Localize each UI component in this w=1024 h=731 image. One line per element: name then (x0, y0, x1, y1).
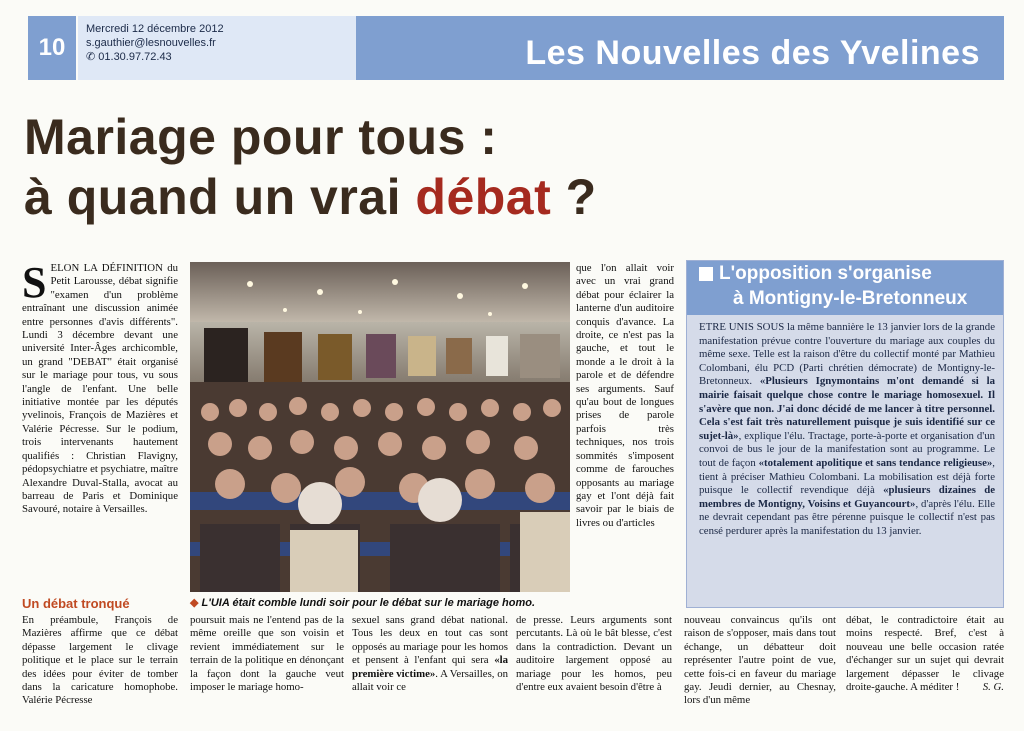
article-column-4 (352, 614, 508, 724)
bcol2-quote: «la première victime» (352, 654, 508, 680)
bcol2-text-a: sexuel sans grand débat national. Tous les deux en tout cas sont opposés au mariage pour les homos et pensent à l'enfant qui sera (352, 614, 508, 667)
sidebar-title-line-1: L'opposition s'organise (719, 263, 932, 284)
page-number: 10 (28, 16, 76, 80)
caption-text: L'UIA était comble lundi soir pour le débat sur le mariage homo. (201, 597, 536, 609)
header-date: Mercredi 12 décembre 2012 (86, 23, 224, 35)
sidebar-quote-2: «totalement apolitique et sans tendance religieuse» (758, 456, 993, 469)
sidebar-square-icon (699, 267, 713, 281)
article-lead-column (22, 262, 178, 584)
headline-accent-word: débat (415, 169, 552, 225)
sidebar-header (687, 261, 1003, 315)
header-band (356, 16, 1004, 80)
sidebar-quote-1: «Plusieurs Ignymontains m'ont demandé si la mairie faisait quelque chose contre le mariage homosexuel. Il s'avère que non. J'ai donc décidé de me lancer à titre personnel. Cela s'est fait très naturellement puisque je suis identifié sur ce sujet-là» (699, 375, 995, 442)
headline-line-2-start: à quand un vrai (24, 169, 416, 225)
sidebar-p1: ETRE UNIS SOUS la même bannière le 13 janvier lors de la grande manifestation prévue contre l'ouverture du mariage aux couples du même sexe. Telle est la raison d'être du collectif monté par Mathieu Colombani, élu PCD (Parti chrétien démocrate) de Montigny-le-Bretonneux. (699, 321, 995, 388)
bcol5-text: débat, le contradictoire était au moins respecté. Bref, c'est à nouveau une belle occasion ratée d'échanger sur un sujet qui devrait largement dépasser le clivage droite-gauche. A méditer ! (846, 614, 1004, 694)
article-column-6: nouveau convaincus qu'ils ont raison de s'opposer, mais dans tout échange, un débatteur doit représenter l'autre point de vue, cette fois-ci en faveur du mariage gay. Jeudi dernier, au Chesnay, lors d'un même (684, 614, 836, 707)
caption-marker: ◆ (190, 597, 199, 609)
headline-line-2-end: ? (551, 169, 597, 225)
article-column-2: En préambule, François de Mazières affirme que ce débat dépasse largement le clivage politique et le place sur le terrain des idées pour éviter de tomber dans la caricature homophobe. Valérie Pécresse (22, 614, 178, 707)
article-column-7 (846, 614, 1004, 724)
audience-photo (190, 262, 570, 592)
sidebar-box (686, 260, 1004, 608)
header-contact (78, 16, 356, 80)
photo-caption (190, 596, 535, 609)
drop-cap: S (22, 262, 47, 307)
sidebar-body (699, 321, 995, 603)
sidebar-quote-3: «plusieurs dizaines de membres de Montigny, Voisins et Guyancourt» (699, 484, 995, 510)
headline-line-2 (24, 168, 597, 226)
sidebar-p3: , tient à préciser Mathieu Colombani. La mobilisation est déjà forte puisque le collectif revendique déjà (699, 456, 995, 497)
sidebar-p4: , d'après l'élu. Elle ne devrait cependant pas être pérenne puisque le collectif n'est pas censé perdurer après la manifestation du 13 janvier. (699, 497, 995, 537)
bcol2-text-b: . A Versailles, on allait voir ce (352, 667, 508, 694)
audience-photo-illustration (190, 262, 570, 592)
article-middle-column: que l'on allait voir avec un vrai grand débat pour éclairer la lanterne d'un auditoire conquis d'avance. La droite, ce n'est pas la gauche, et tout le monde a le droit à la parole et de défendre ses arguments. Sauf qu'au bout de longues prises de parole parfois très techniques, nos trois sommités s'imposent comme de farouches opposants au mariage gay et l'ont déjà fait savoir par le biais de livres ou d'articles (576, 262, 674, 529)
article-column-3: poursuit mais ne l'entend pas de la même oreille que son voisin et revient immédiatement sur le terrain de la politique en dénonçant la façon dont la gauche veut imposer le mariage homo- (190, 614, 344, 694)
article-column-5: de presse. Leurs arguments sont percutants. Là où le bât blesse, c'est dans la contradiction. Devant un auditoire largement opposé au mariage pour les homos, peu d'entre eux avaient besoin d'être à (516, 614, 672, 694)
publication-title: Les Nouvelles des Yvelines (525, 34, 980, 72)
sidebar-p2: , explique l'élu. Tractage, porte-à-porte et organisation d'un convoi de bus le jour de la manifestation sont au programme. Le tout de façon (699, 429, 995, 469)
section-subheading: Un débat tronqué (22, 596, 130, 611)
headline-line-1: Mariage pour tous : (24, 109, 498, 165)
header-phone: ✆ 01.30.97.72.43 (86, 51, 172, 63)
sidebar-title-line-2: à Montigny-le-Bretonneux (733, 288, 968, 309)
author-signature: S. G. (982, 681, 1004, 694)
header-email[interactable]: s.gauthier@lesnouvelles.fr (86, 37, 216, 49)
article-lead-text: ELON LA DÉFINITION du Petit Larousse, débat signifie "examen d'un problème entraînant une discussion animée entre personnes d'avis différents". Lundi 3 décembre devant une université Inter-Âges archicomble, un grand "DEBAT" était organisé sur le mariage pour tous, vu sous l'angle de l'enfant. Une belle initiative montée par les députés yvelinois, François de Mazières et Valérie Pécresse. Sur le podium, trois intervenants hautement qualifiés : Christian Flavigny, pédopsychiatre et psychiatre, maître Alexandre Duval-Stalla, avocat au barreau de Paris et Dominique Savouré, notaire à Versailles. (22, 262, 178, 516)
